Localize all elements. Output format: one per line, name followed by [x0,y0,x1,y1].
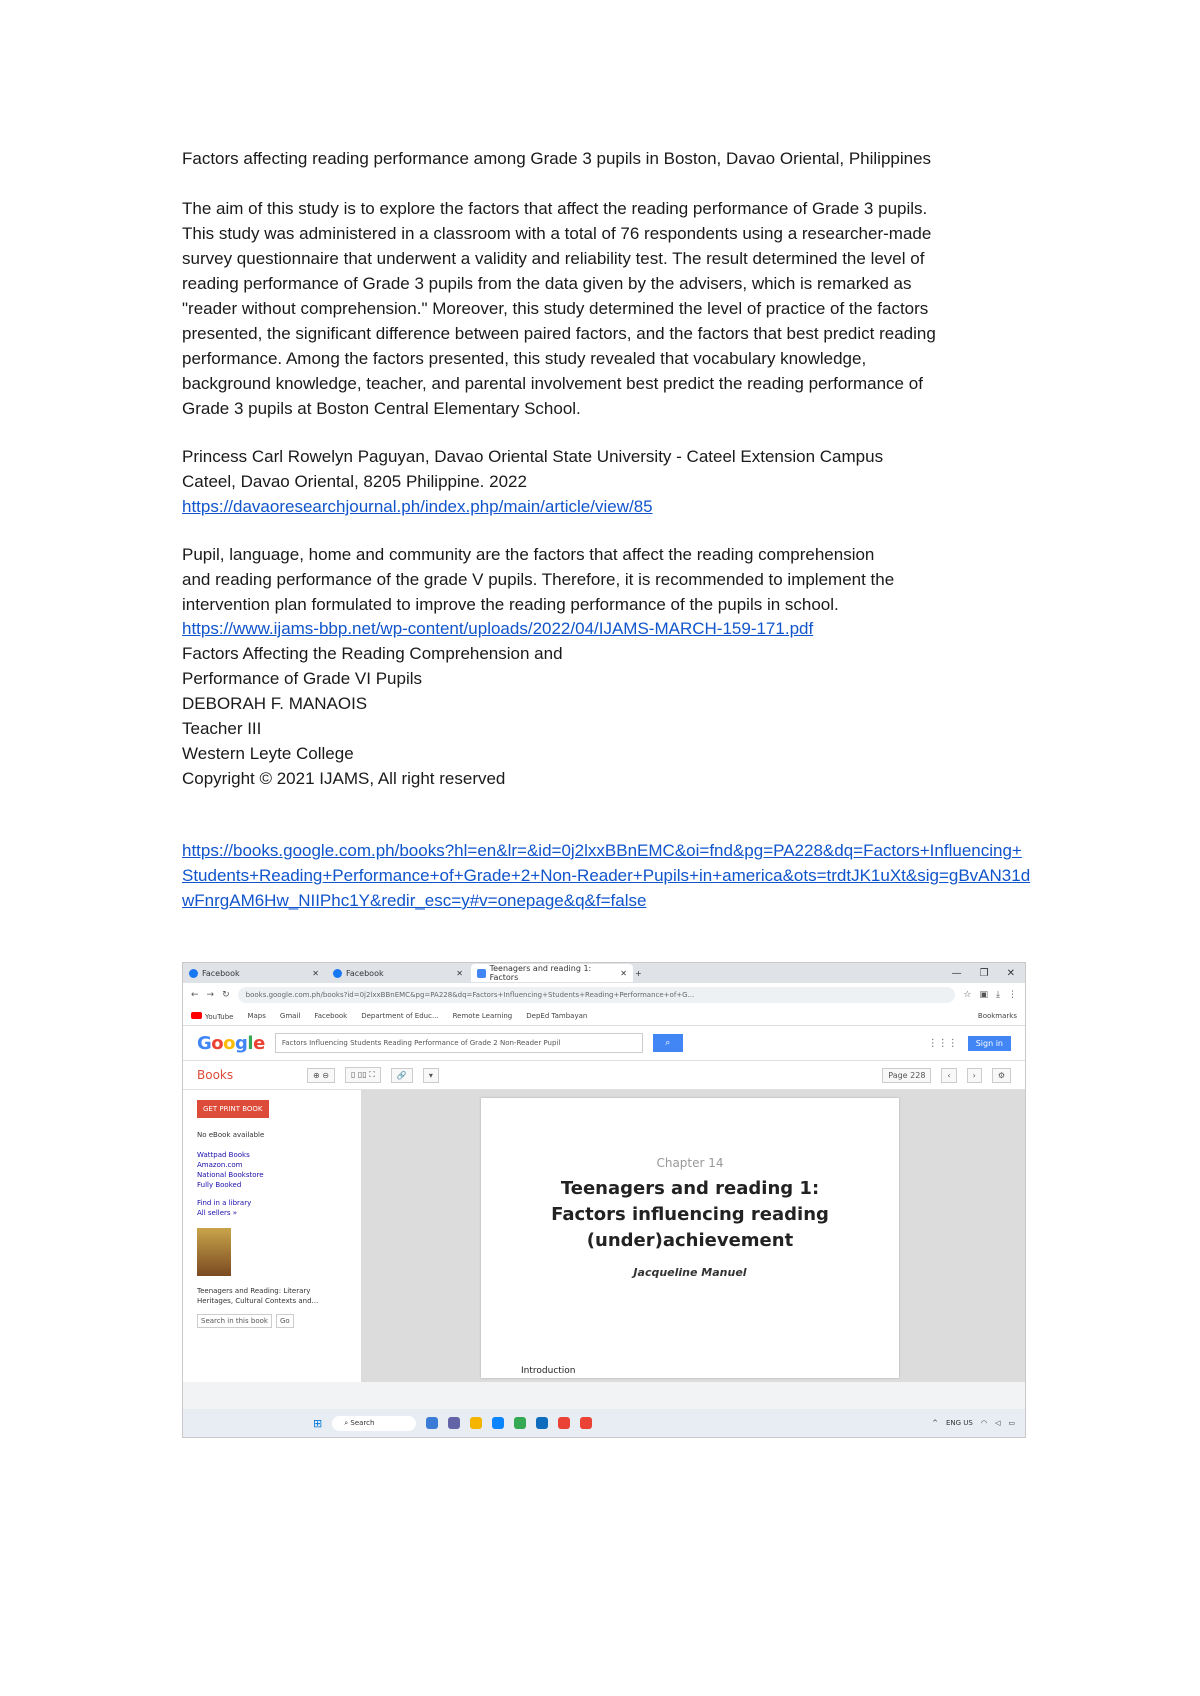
close-icon[interactable]: ✕ [312,968,319,978]
ref2-line: Copyright © 2021 IJAMS, All right reserved [182,769,506,788]
books-toolbar [183,1061,1025,1090]
file-explorer-icon[interactable] [426,1417,438,1429]
abstract1-line: This study was administered in a classroom with a total of 76 respondents using a researcher-made [182,224,932,243]
taskbar-search[interactable] [332,1416,416,1431]
bookmark-item[interactable]: Bookmarks [977,1012,1017,1020]
apps-grid-icon[interactable]: ⋮⋮⋮ [927,1037,958,1049]
ref1-place: Cateel, Davao Oriental, 8205 Philippine. 2022 [182,472,527,491]
browser-tab-bar [183,963,1025,983]
folder-icon[interactable] [470,1417,482,1429]
abstract2-line: Pupil, language, home and community are the factors that affect the reading comprehension [182,545,875,564]
abstract1-line: Grade 3 pupils at Boston Central Elementary School. [182,399,581,418]
search-in-book-input[interactable]: Search in this book [197,1314,272,1328]
no-ebook-label: No eBook available [197,1131,265,1139]
bookmark-item[interactable]: DepEd Tambayan [526,1012,588,1020]
close-icon[interactable]: ✕ [620,968,627,978]
google-search-input[interactable] [275,1033,643,1053]
app-icon[interactable] [558,1417,570,1429]
store-link[interactable]: Amazon.com [197,1161,243,1169]
abstract1-line: The aim of this study is to explore the factors that affect the reading performance of Grade 3 pupils. [182,199,928,218]
google-books-link[interactable]: https://books.google.com.ph/books?hl=en&lr=&id=0j2lxxBBnEMC&oi=fnd&pg=PA228&dq=Factors+Influencing+Students+Reading+Performance+of+Grade+2+Non-Reader+Pupils+in+america&ots=trdtJK1uXt&sig=gBvAN31dwFnrgAM6Hw_NIIPhc1Y&redir_esc=y#v=onepage&q&f=false [182,841,1031,910]
address-bar[interactable] [238,987,956,1003]
edge-icon[interactable] [492,1417,504,1429]
ref2-line: Factors Affecting the Reading Comprehension and [182,644,563,663]
sign-in-button[interactable]: Sign in [968,1036,1011,1051]
google-books-reference [182,838,1032,913]
bookmark-item[interactable]: Remote Learning [452,1012,513,1020]
wifi-icon[interactable]: ◠ [980,1419,987,1427]
minimize-icon[interactable]: — [951,967,962,979]
bookmark-item[interactable]: Maps [247,1012,266,1020]
book-page-viewer [361,1090,1025,1382]
system-tray [932,1419,1015,1427]
heading-line: Factors influencing reading [551,1204,829,1225]
abstract-paragraph-2 [182,542,1024,617]
close-window-icon[interactable]: ✕ [1006,967,1015,979]
reload-icon[interactable]: ↻ [222,990,230,1000]
menu-icon[interactable]: ⋮ [1008,990,1017,1000]
chrome-icon[interactable] [514,1417,526,1429]
book-cover-thumbnail[interactable] [197,1228,231,1276]
abstract1-line: presented, the significant difference between paired factors, and the factors that best predict reading [182,324,936,343]
taskbar-search-label: Search [350,1418,375,1427]
download-icon[interactable]: ⤓ [996,990,1000,1000]
chevron-up-icon[interactable]: ^ [932,1419,938,1427]
browser-tab-active[interactable] [471,964,633,982]
book-caption: Teenagers and Reading: Literary Heritages, Cultural Contexts and... [197,1287,319,1305]
introduction-label: Introduction [521,1366,576,1376]
address-text: books.google.com.ph/books?id=0j2lxxBBnEMC&pg=PA228&dq=Factors+Influencing+Students+Reading+Performance+of+G... [245,991,695,999]
teams-icon[interactable] [448,1417,460,1429]
ref2-line: Performance of Grade VI Pupils [182,669,423,688]
youtube-icon [191,1012,202,1019]
zoom-icon[interactable]: ⊕ ⊖ [307,1068,335,1083]
star-icon[interactable]: ☆ [963,990,972,1000]
battery-icon[interactable]: ▭ [1008,1419,1015,1427]
forward-icon[interactable]: → [206,990,215,1000]
ref2-link[interactable]: https://www.ijams-bbp.net/wp-content/uploads/2022/04/IJAMS-MARCH-159-171.pdf [182,619,814,638]
abstract1-line: survey questionnaire that underwent a validity and reliability test. The result determined the level of [182,249,925,268]
abstract1-line: reading performance of Grade 3 pupils from the data given by the advisers, which is remarked as [182,274,912,293]
bookmark-item[interactable]: Gmail [279,1012,301,1020]
books-content [183,1090,1025,1382]
store-link[interactable]: Wattpad Books [197,1151,250,1159]
bookmark-label: YouTube [205,1012,234,1021]
bookmark-item[interactable]: Department of Educ... [361,1012,439,1020]
abstract1-line: background knowledge, teacher, and parental involvement best predict the reading performance of [182,374,923,393]
chapter-label: Chapter 14 [656,1156,724,1170]
reference-1 [182,444,1024,519]
tab-label: Teenagers and reading 1: Factors [489,964,592,982]
prev-page-icon[interactable]: ‹ [941,1068,956,1083]
abstract1-line: "reader without comprehension." Moreover, this study determined the level of practice of the factors [182,299,929,318]
google-logo[interactable]: Google [197,1032,265,1054]
google-header [183,1026,1025,1061]
find-library-link[interactable]: Find in a library [197,1199,252,1207]
language-indicator[interactable] [946,1419,973,1427]
view-mode-icon[interactable]: ▯ ▯▯ ⛶ [345,1067,381,1083]
store-link[interactable]: Fully Booked [197,1181,242,1189]
search-icon: ⌕ [344,1418,351,1427]
abstract2-line: intervention plan formulated to improve the reading performance of the pupils in school. [182,595,839,614]
back-icon[interactable]: ← [191,990,199,1000]
heading-line: Teenagers and reading 1: [560,1178,820,1199]
embedded-browser-screenshot [182,962,1026,1438]
settings-gear-icon[interactable]: ⚙ [992,1068,1011,1083]
reference-2 [182,616,1024,791]
all-sellers-link[interactable]: All sellers » [197,1209,238,1217]
go-button[interactable]: Go [276,1314,294,1328]
ref2-line: DEBORAH F. MANAOIS [182,694,368,713]
search-button[interactable] [653,1034,683,1052]
app-icon[interactable] [580,1417,592,1429]
ref1-link[interactable]: https://davaoresearchjournal.ph/index.php/main/article/view/85 [182,497,653,516]
new-tab-icon[interactable]: + [635,968,642,978]
tab-label: Facebook [346,968,384,978]
browser-tab[interactable] [327,964,469,982]
abstract-paragraph-1 [182,196,1024,421]
extension-icon[interactable]: ▣ [979,990,989,1000]
ref2-line: Teacher III [182,719,262,738]
close-icon[interactable]: ✕ [456,968,463,978]
bookmark-item[interactable]: Facebook [314,1012,348,1020]
heading-line: (under)achievement [586,1230,794,1251]
title-text: Factors affecting reading performance among Grade 3 pupils in Boston, Davao Oriental, Philippines [182,149,932,168]
bookmarks-bar [183,1007,1025,1026]
chapter-heading [481,1176,899,1254]
book-page [481,1098,899,1378]
facebook-icon [189,969,198,978]
get-print-book-button[interactable]: GET PRINT BOOK [197,1100,269,1118]
search-icon: ⌕ [665,1038,671,1048]
windows-start-icon[interactable]: ⊞ [313,1416,323,1430]
window-controls [952,968,1025,979]
abstract1-line: performance. Among the factors presented, this study revealed that vocabulary knowledge, [182,349,867,368]
bookmark-item[interactable] [191,1012,233,1021]
address-row [183,983,1025,1007]
link-icon[interactable]: 🔗 [391,1068,413,1083]
google-icon [477,969,486,978]
books-sidebar [183,1090,361,1382]
browser-tab[interactable] [183,964,325,982]
document-title [182,146,1024,171]
next-page-icon[interactable]: › [967,1068,982,1083]
chapter-author: Jacqueline Manuel [633,1266,747,1279]
store-link[interactable]: National Bookstore [197,1171,264,1179]
ref1-author: Princess Carl Rowelyn Paguyan, Davao Oriental State University - Cateel Extension Campus [182,447,884,466]
windows-taskbar [183,1409,1025,1437]
search-value: Factors Influencing Students Reading Performance of Grade 2 Non-Reader Pupil [281,1039,561,1047]
language-label: ENG [945,1419,962,1427]
page-selector[interactable]: Page 228 [882,1068,931,1083]
abstract2-line: and reading performance of the grade V pupils. Therefore, it is recommended to implement the [182,570,895,589]
ref2-line: Western Leyte College [182,744,354,763]
mail-icon[interactable] [536,1417,548,1429]
tab-label: Facebook [202,968,240,978]
region-label: US [963,1419,973,1427]
write-review-button[interactable]: ▾ [423,1068,439,1083]
books-label[interactable]: Books [197,1068,234,1082]
volume-icon[interactable]: ◁ [994,1419,1001,1427]
facebook-icon [333,969,342,978]
maximize-icon[interactable]: ❐ [979,967,989,979]
